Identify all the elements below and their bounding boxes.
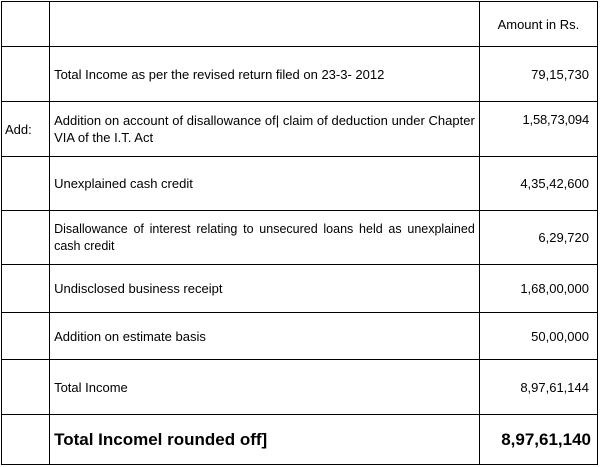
header-description-cell <box>50 2 480 47</box>
row-amount: 4,35,42,600 <box>479 157 597 211</box>
row-description: Unexplained cash credit <box>50 157 480 211</box>
row-side-label <box>2 157 50 211</box>
row-description: Addition on account of disallowance of| claim of deduction under Chapter VIA of the I.T. Act <box>50 102 480 157</box>
total-rounded-row <box>2 415 598 465</box>
header-row <box>2 2 598 47</box>
row-amount: 6,29,720 <box>479 211 597 265</box>
row-amount: 50,00,000 <box>479 313 597 360</box>
income-computation-table <box>1 1 598 465</box>
row-side-label <box>2 211 50 265</box>
table-row <box>2 360 598 415</box>
row-description: Undisclosed business receipt <box>50 265 480 313</box>
row-side-label <box>2 415 50 465</box>
row-side-label <box>2 47 50 102</box>
table-row <box>2 47 598 102</box>
table-row <box>2 157 598 211</box>
row-description: Disallowance of interest relating to unsecured loans held as unexplained cash credit <box>50 211 480 265</box>
row-description: Total Incomel rounded off] <box>50 415 480 465</box>
row-amount: 1,58,73,094 <box>479 102 597 157</box>
row-amount: 8,97,61,140 <box>479 415 597 465</box>
row-side-label <box>2 360 50 415</box>
header-side-cell <box>2 2 50 47</box>
table-row <box>2 313 598 360</box>
row-description: Total Income <box>50 360 480 415</box>
row-description: Total Income as per the revised return filed on 23-3- 2012 <box>50 47 480 102</box>
row-amount: 8,97,61,144 <box>479 360 597 415</box>
row-description: Addition on estimate basis <box>50 313 480 360</box>
table-row <box>2 211 598 265</box>
table-row <box>2 265 598 313</box>
row-amount: 79,15,730 <box>479 47 597 102</box>
table-row <box>2 102 598 157</box>
amount-column-header: Amount in Rs. <box>479 2 597 47</box>
row-side-label <box>2 265 50 313</box>
row-side-label <box>2 313 50 360</box>
row-side-label: Add: <box>2 102 50 157</box>
row-amount: 1,68,00,000 <box>479 265 597 313</box>
